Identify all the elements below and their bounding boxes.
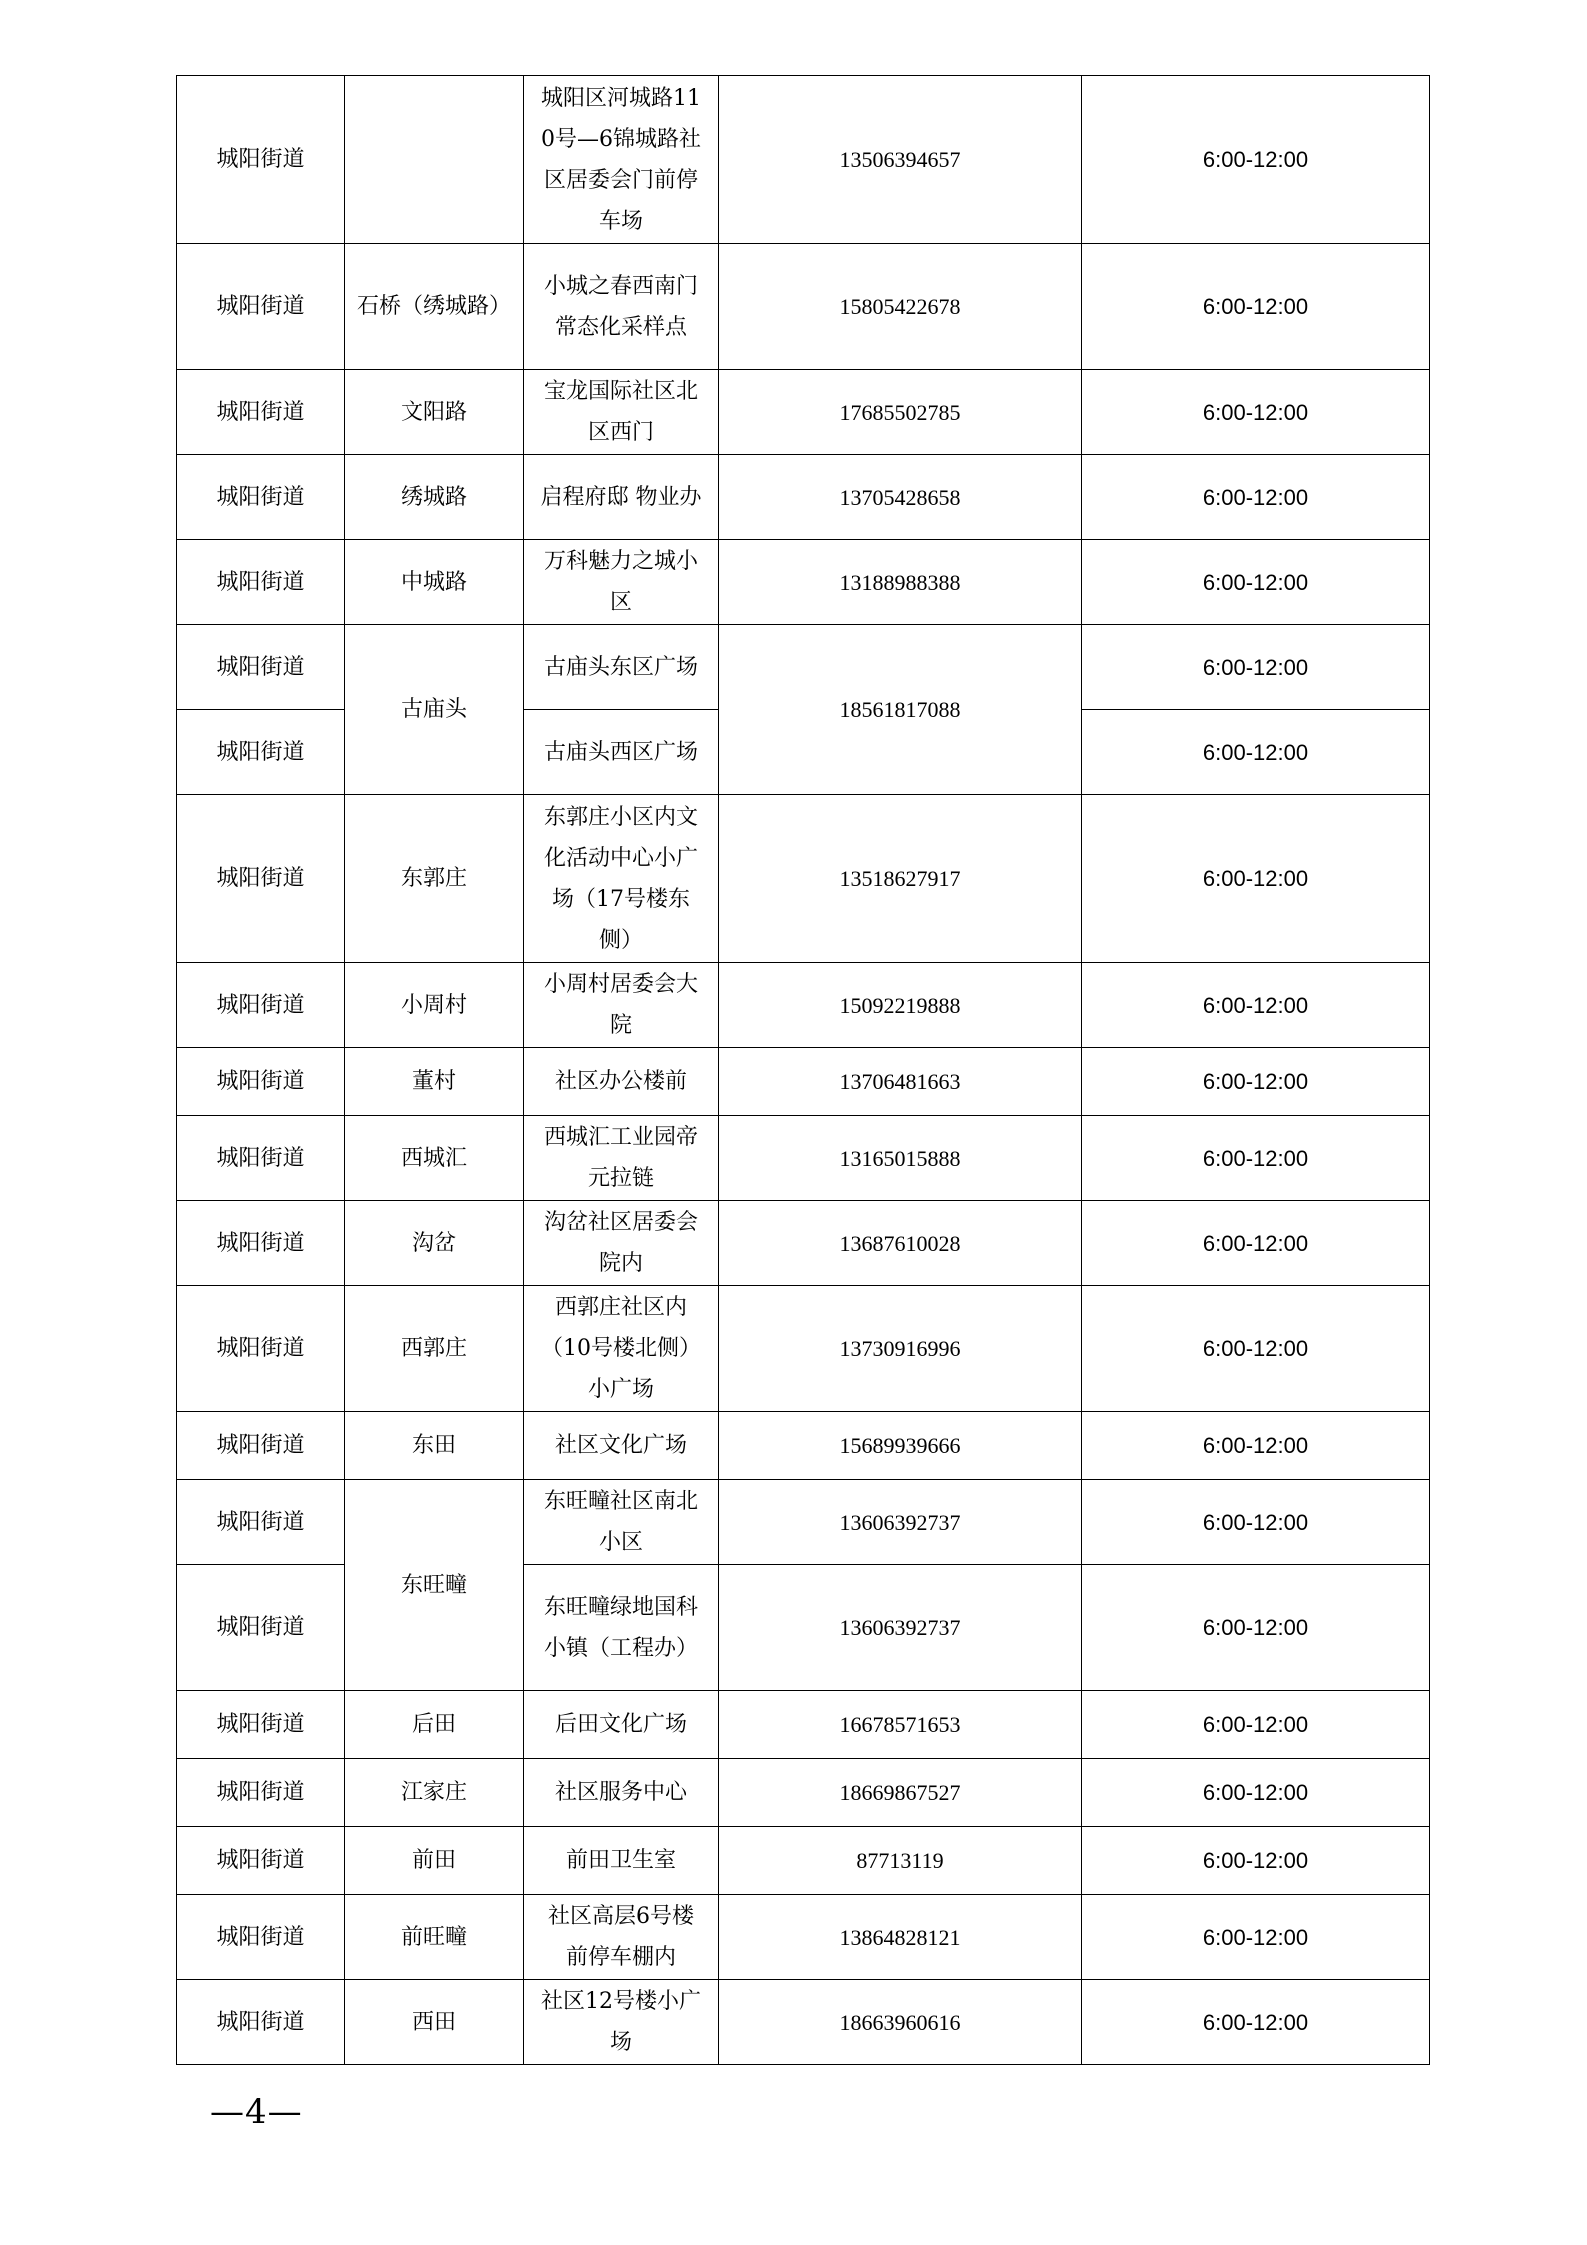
time-cell: 6:00-12:00 — [1082, 1759, 1430, 1827]
street-cell: 城阳街道 — [177, 1286, 345, 1412]
street-cell: 城阳街道 — [177, 625, 345, 710]
phone-cell: 17685502785 — [719, 370, 1082, 455]
phone-cell: 13165015888 — [719, 1116, 1082, 1201]
location-cell — [524, 1827, 719, 1895]
location-text: 万科魅力之城小区 — [543, 549, 698, 615]
street-cell: 城阳街道 — [177, 1827, 345, 1895]
location-text: 前田卫生室 — [565, 1848, 676, 1873]
location-cell — [524, 1480, 719, 1565]
location-cell — [524, 244, 719, 370]
location-cell — [524, 1116, 719, 1201]
table-row — [177, 1480, 1430, 1565]
location-text: 小城之春西南门常态化采样点 — [543, 273, 698, 340]
community-cell: 中城路 — [345, 540, 524, 625]
community-cell — [345, 76, 524, 244]
location-cell — [524, 1895, 719, 1980]
table-row — [177, 1048, 1430, 1116]
location-text: 社区高层6号楼前停车棚内 — [548, 1904, 694, 1970]
time-cell: 6:00-12:00 — [1082, 1691, 1430, 1759]
phone-cell: 13506394657 — [719, 76, 1082, 244]
community-cell: 董村 — [345, 1048, 524, 1116]
street-cell: 城阳街道 — [177, 370, 345, 455]
community-cell: 西城汇 — [345, 1116, 524, 1201]
location-text: 东旺疃社区南北小区 — [543, 1489, 698, 1555]
community-cell: 西郭庄 — [345, 1286, 524, 1412]
street-cell: 城阳街道 — [177, 963, 345, 1048]
location-cell — [524, 1691, 719, 1759]
phone-cell: 13730916996 — [719, 1286, 1082, 1412]
time-cell: 6:00-12:00 — [1082, 1286, 1430, 1412]
street-cell: 城阳街道 — [177, 1412, 345, 1480]
location-cell — [524, 710, 719, 795]
location-cell — [524, 76, 719, 244]
street-cell: 城阳街道 — [177, 1116, 345, 1201]
time-cell: 6:00-12:00 — [1082, 540, 1430, 625]
location-cell — [524, 1565, 719, 1691]
phone-cell: 15689939666 — [719, 1412, 1082, 1480]
table-row — [177, 795, 1430, 963]
table-row — [177, 963, 1430, 1048]
table-row — [177, 455, 1430, 540]
location-cell — [524, 1759, 719, 1827]
time-cell: 6:00-12:00 — [1082, 455, 1430, 540]
phone-cell: 15805422678 — [719, 244, 1082, 370]
location-text: 社区服务中心 — [554, 1780, 687, 1805]
page-number: —4— — [210, 2092, 303, 2132]
location-cell — [524, 795, 719, 963]
time-cell: 6:00-12:00 — [1082, 625, 1430, 710]
phone-cell: 13518627917 — [719, 795, 1082, 963]
phone-cell: 16678571653 — [719, 1691, 1082, 1759]
community-cell: 东郭庄 — [345, 795, 524, 963]
street-cell: 城阳街道 — [177, 76, 345, 244]
community-cell: 东旺疃 — [345, 1480, 524, 1691]
location-text: 古庙头西区广场 — [543, 739, 698, 765]
time-cell: 6:00-12:00 — [1082, 1201, 1430, 1286]
location-text: 后田文化广场 — [554, 1712, 687, 1737]
street-cell: 城阳街道 — [177, 1895, 345, 1980]
time-cell: 6:00-12:00 — [1082, 1048, 1430, 1116]
street-cell: 城阳街道 — [177, 1980, 345, 2065]
street-cell: 城阳街道 — [177, 1201, 345, 1286]
street-cell: 城阳街道 — [177, 455, 345, 540]
phone-cell: 13687610028 — [719, 1201, 1082, 1286]
phone-cell: 87713119 — [719, 1827, 1082, 1895]
community-cell: 后田 — [345, 1691, 524, 1759]
table-row — [177, 625, 1430, 710]
location-text: 沟岔社区居委会院内 — [543, 1210, 698, 1276]
table-row — [177, 1286, 1430, 1412]
street-cell: 城阳街道 — [177, 540, 345, 625]
location-cell — [524, 625, 719, 710]
location-cell — [524, 1048, 719, 1116]
location-text: 小周村居委会大院 — [543, 972, 698, 1038]
community-cell: 古庙头 — [345, 625, 524, 795]
location-cell — [524, 963, 719, 1048]
location-cell — [524, 455, 719, 540]
location-cell — [524, 1412, 719, 1480]
location-text: 古庙头东区广场 — [543, 654, 698, 680]
time-cell: 6:00-12:00 — [1082, 1412, 1430, 1480]
community-cell: 前田 — [345, 1827, 524, 1895]
time-cell: 6:00-12:00 — [1082, 1565, 1430, 1691]
street-cell: 城阳街道 — [177, 1565, 345, 1691]
phone-cell: 13705428658 — [719, 455, 1082, 540]
community-cell: 绣城路 — [345, 455, 524, 540]
phone-cell: 13606392737 — [719, 1565, 1082, 1691]
location-text: 启程府邸 物业办 — [540, 484, 702, 510]
phone-cell: 13188988388 — [719, 540, 1082, 625]
table-row — [177, 1759, 1430, 1827]
community-cell: 文阳路 — [345, 370, 524, 455]
table-row — [177, 540, 1430, 625]
time-cell: 6:00-12:00 — [1082, 1827, 1430, 1895]
time-cell: 6:00-12:00 — [1082, 795, 1430, 963]
time-cell: 6:00-12:00 — [1082, 1480, 1430, 1565]
table-row — [177, 1895, 1430, 1980]
location-text: 东郭庄小区内文化活动中心小广场（17号楼东侧） — [543, 804, 698, 953]
location-cell — [524, 1980, 719, 2065]
time-cell: 6:00-12:00 — [1082, 963, 1430, 1048]
table-row — [177, 370, 1430, 455]
phone-cell: 18561817088 — [719, 625, 1082, 795]
community-cell: 石桥（绣城路） — [345, 244, 524, 370]
phone-cell: 18669867527 — [719, 1759, 1082, 1827]
location-text: 西城汇工业园帝元拉链 — [543, 1125, 698, 1191]
street-cell: 城阳街道 — [177, 1691, 345, 1759]
time-cell: 6:00-12:00 — [1082, 1116, 1430, 1201]
street-cell: 城阳街道 — [177, 244, 345, 370]
table-row — [177, 1691, 1430, 1759]
phone-cell: 13864828121 — [719, 1895, 1082, 1980]
time-cell: 6:00-12:00 — [1082, 76, 1430, 244]
location-text: 西郭庄社区内（10号楼北侧）小广场 — [541, 1295, 701, 1402]
table-row — [177, 76, 1430, 244]
street-cell: 城阳街道 — [177, 1480, 345, 1565]
time-cell: 6:00-12:00 — [1082, 370, 1430, 455]
table-row — [177, 244, 1430, 370]
community-cell: 沟岔 — [345, 1201, 524, 1286]
table-row — [177, 1980, 1430, 2065]
street-cell: 城阳街道 — [177, 1759, 345, 1827]
location-text: 社区文化广场 — [554, 1433, 687, 1458]
phone-cell: 18663960616 — [719, 1980, 1082, 2065]
community-cell: 前旺疃 — [345, 1895, 524, 1980]
testing-sites-table — [176, 75, 1430, 2065]
location-cell — [524, 540, 719, 625]
table-row — [177, 1116, 1430, 1201]
location-text: 社区办公楼前 — [554, 1069, 687, 1094]
community-cell: 江家庄 — [345, 1759, 524, 1827]
time-cell: 6:00-12:00 — [1082, 1980, 1430, 2065]
time-cell: 6:00-12:00 — [1082, 1895, 1430, 1980]
location-text: 社区12号楼小广场 — [541, 1989, 701, 2055]
community-cell: 小周村 — [345, 963, 524, 1048]
street-cell: 城阳街道 — [177, 710, 345, 795]
location-text: 宝龙国际社区北区西门 — [543, 379, 698, 445]
street-cell: 城阳街道 — [177, 795, 345, 963]
community-cell: 西田 — [345, 1980, 524, 2065]
location-cell — [524, 1286, 719, 1412]
phone-cell: 15092219888 — [719, 963, 1082, 1048]
table-row — [177, 1412, 1430, 1480]
location-text: 城阳区河城路110号—6锦城路社区居委会门前停车场 — [541, 85, 701, 234]
table-row — [177, 1201, 1430, 1286]
table-row — [177, 1827, 1430, 1895]
time-cell: 6:00-12:00 — [1082, 244, 1430, 370]
phone-cell: 13606392737 — [719, 1480, 1082, 1565]
location-text: 东旺疃绿地国科小镇（工程办） — [543, 1594, 698, 1661]
location-cell — [524, 370, 719, 455]
street-cell: 城阳街道 — [177, 1048, 345, 1116]
time-cell: 6:00-12:00 — [1082, 710, 1430, 795]
phone-cell: 13706481663 — [719, 1048, 1082, 1116]
location-cell — [524, 1201, 719, 1286]
community-cell: 东田 — [345, 1412, 524, 1480]
